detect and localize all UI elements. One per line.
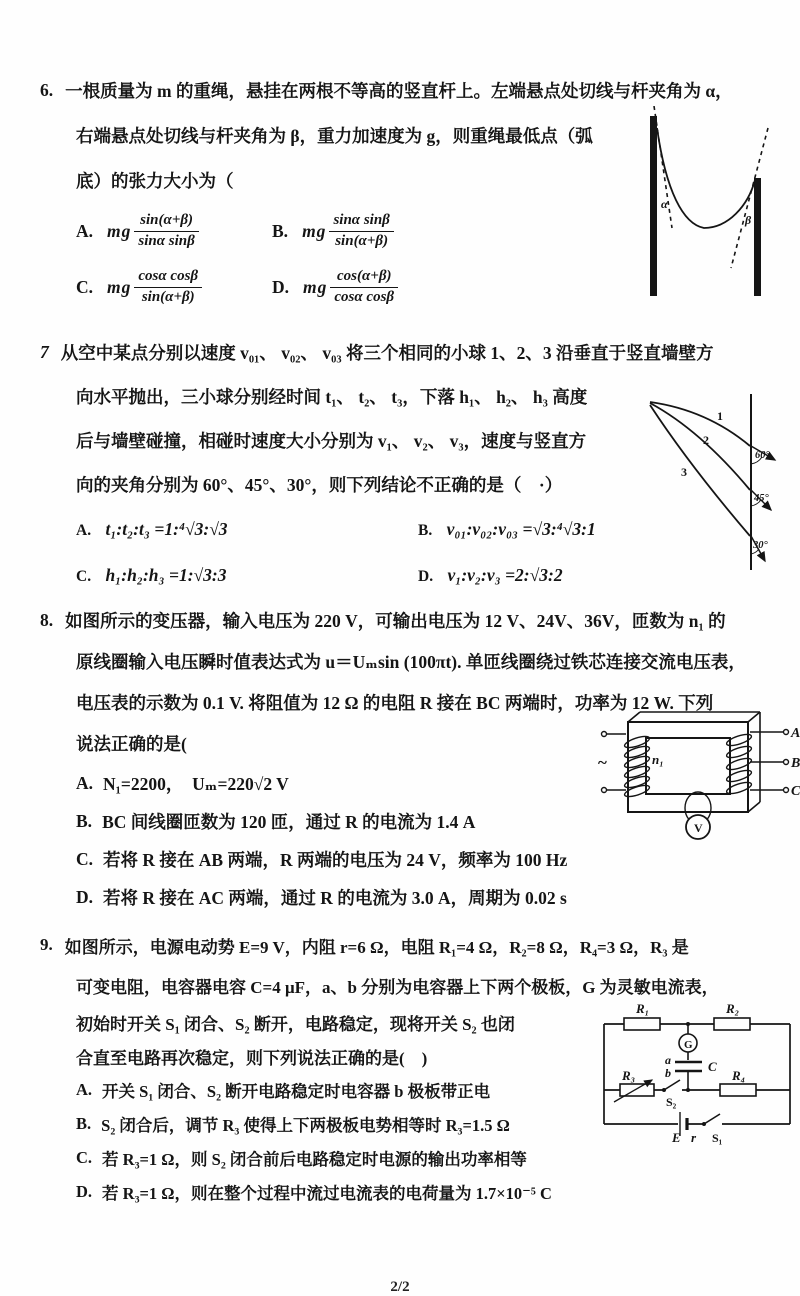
projectile-wall-diagram <box>645 388 795 575</box>
q9-option-a-text: 开关 S₁ 闭合、S₂ 断开电路稳定时电容器 b 极板带正电 <box>102 1082 491 1101</box>
plate-a-label: a <box>665 1053 671 1067</box>
q7-line-1 <box>40 330 713 374</box>
r-label: r <box>691 1130 697 1145</box>
E-label: E <box>672 1130 681 1145</box>
q8-option-b-text: BC 间线圈匝数为 120 匝，通过 R 的电流为 1.4 A <box>102 811 476 832</box>
core-3d-edge <box>748 802 760 812</box>
q7-option-a-label: A. <box>76 521 92 539</box>
core-3d-edge <box>628 712 640 722</box>
terminal-dot <box>602 732 607 737</box>
terminal-dot <box>784 730 789 735</box>
q6-text-1: 一根质量为 m 的重绳，悬挂在两根不等高的竖直杆上。左端悬点处切线与杆夹角为 α， <box>65 81 733 101</box>
q7-option-d-label: D. <box>418 567 434 585</box>
q7-option-c-text: h₁:h₂:h₃ =1:√3:3 <box>105 564 227 585</box>
G-label: G <box>684 1039 693 1051</box>
R2-label: R₂ <box>726 1002 740 1016</box>
q7-number: 7 <box>40 341 49 362</box>
question-7 <box>40 330 713 598</box>
q7-line-4 <box>40 462 713 506</box>
tap-a-label: A <box>791 726 800 741</box>
q6-option-b-label: B. <box>272 220 289 241</box>
q8-line-1 <box>40 600 746 641</box>
q6-option-b-fraction: $\frac{\text{sinα sinβ}}{\sin(\alpha+\beta)}$ <box>329 211 393 251</box>
q7-option-b-label: B. <box>418 521 433 539</box>
tap-b-label: B <box>791 756 800 771</box>
trajectory-3 <box>650 405 750 536</box>
q8-option-d <box>40 878 746 916</box>
q9-option-d <box>40 1175 719 1209</box>
q8-option-c-label: C. <box>76 848 94 869</box>
q8-figure-transformer <box>598 700 800 842</box>
resistor-R3 <box>620 1084 654 1096</box>
q8-option-a-text: N₁=2200， Uₘ=220√2 V <box>103 773 289 794</box>
q9-option-a-label: A. <box>76 1080 93 1099</box>
junction-dot <box>686 1088 690 1092</box>
resistor-R4 <box>720 1084 756 1096</box>
q6-option-a <box>76 211 272 251</box>
q6-option-d-prefix: mg <box>303 276 328 297</box>
q6-option-b <box>272 211 394 251</box>
q7-text-2: 向水平抛出，三小球分别经时间 t₁、 t₂、 t₃，下落 h₁、 h₂、 h₃ 高度 <box>76 386 588 407</box>
angle-30-label: 30° <box>753 540 768 551</box>
resistor-R2 <box>714 1018 750 1030</box>
right-tangent-dashed <box>731 128 768 268</box>
tap-c-label: C <box>791 784 800 799</box>
q9-option-b-label: B. <box>76 1114 92 1133</box>
q7-text-4: 向的夹角分别为 60°、45°、30°，则下列结论不正确的是（ ·） <box>76 474 563 495</box>
rope-curve <box>657 128 755 228</box>
q9-line-1 <box>40 925 719 965</box>
page-footer: 2/2 <box>390 1279 410 1295</box>
left-pole <box>650 116 657 296</box>
q8-option-c-text: 若将 R 接在 AB 两端，R 两端的电压为 24 V，频率为 100 Hz <box>103 849 568 870</box>
angle-45-label: 45° <box>754 493 769 504</box>
right-pole <box>754 178 761 296</box>
q6-option-d-label: D. <box>272 276 290 297</box>
resistor-R1 <box>624 1018 660 1030</box>
ac-source-symbol: ~ <box>598 753 607 772</box>
q6-option-c <box>76 267 272 307</box>
q8-text-1: 如图所示的变压器，输入电压为 220 V，可输出电压为 12 V、24V、36V，匝数为 n₁ 的 <box>65 611 726 631</box>
q9-option-d-label: D. <box>76 1182 93 1201</box>
R3-label: R₃ <box>622 1068 636 1083</box>
q9-option-c-label: C. <box>76 1148 93 1167</box>
q6-option-c-label: C. <box>76 276 94 297</box>
curve-1-label: 1 <box>717 409 723 423</box>
q7-option-b <box>418 519 596 540</box>
q6-option-a-prefix: mg <box>107 220 132 241</box>
q6-text-3: 底）的张力大小为（ <box>76 171 234 191</box>
R1-label: R₁ <box>636 1002 650 1016</box>
transformer-diagram <box>598 700 800 842</box>
q9-number: 9. <box>40 935 53 954</box>
q7-option-b-text: v₀₁:v₀₂:v₀₃ =√3:⁴√3:1 <box>446 518 596 539</box>
q9-text-4: 合直至电路再次稳定，则下列说法正确的是( ) <box>76 1048 428 1068</box>
q7-options-cd <box>40 552 713 598</box>
q9-option-c-text: 若 R₃=1 Ω，则 S₂ 闭合前后电路稳定时电源的输出功率相等 <box>102 1150 527 1169</box>
q9-text-3: 初始时开关 S₁ 闭合、S₂ 断开，电路稳定，现将开关 S₂ 也闭 <box>76 1014 515 1034</box>
q8-text-2: 原线圈输入电压瞬时值表达式为 u＝Uₘsin (100πt). 单匝线圈绕过铁芯连接交流电压表， <box>76 652 746 672</box>
voltmeter-label: V <box>694 821 703 835</box>
q7-line-3 <box>40 418 713 462</box>
q9-option-d-text: 若 R₃=1 Ω，则在整个过程中流过电流表的电荷量为 1.7×10⁻⁵ C <box>102 1184 552 1203</box>
q6-text-2: 右端悬点处切线与杆夹角为 β，重力加速度为 g，则重绳最低点（弧 <box>76 126 593 146</box>
q8-option-a-label: A. <box>76 772 94 793</box>
q7-options-ab <box>40 506 713 552</box>
q7-line-2 <box>40 374 713 418</box>
q6-option-c-fraction: $\frac{\text{cosα cosβ}}{\sin(\alpha+\beta)}$ <box>134 267 202 307</box>
core-3d-edge <box>748 712 760 722</box>
alpha-label: α <box>661 197 668 211</box>
q6-option-b-prefix: mg <box>302 220 327 241</box>
q8-option-d-text: 若将 R 接在 AC 两端，通过 R 的电流为 3.0 A，周期为 0.02 s <box>103 887 567 908</box>
q9-line-2 <box>40 965 719 1005</box>
q8-line-2 <box>40 641 746 682</box>
terminal-dot <box>602 788 607 793</box>
S2-label: S₂ <box>666 1095 677 1109</box>
beta-label: β <box>745 213 752 227</box>
q8-text-4: 说法正确的是( <box>76 734 187 754</box>
q8-text-3: 电压表的示数为 0.1 V. 将阻值为 12 Ω 的电阻 R 接在 BC 两端时，功率为 12 W. 下列 <box>76 693 714 713</box>
rope-between-poles-diagram <box>628 106 783 306</box>
plate-b-label: b <box>665 1066 671 1080</box>
q7-text-1: 从空中某点分别以速度 v₀₁、 v₀₂、 v₀₃ 将三个相同的小球 1、2、3 沿垂直于竖直墙壁方 <box>60 342 714 363</box>
q9-figure-circuit <box>592 1002 800 1157</box>
switch-S1-blade <box>704 1114 720 1124</box>
q6-option-c-prefix: mg <box>107 276 132 297</box>
q7-option-d-text: v₁:v₂:v₃ =2:√3:2 <box>447 564 563 585</box>
q8-number: 8. <box>40 610 54 630</box>
q8-option-c <box>40 840 746 878</box>
q6-option-a-label: A. <box>76 220 94 241</box>
angle-60-label: 60° <box>755 450 770 461</box>
q8-option-d-label: D. <box>76 886 94 907</box>
S1-label: S₁ <box>712 1131 723 1145</box>
primary-turns-label: n₁ <box>652 752 664 767</box>
q9-text-1: 如图所示，电源电动势 E=9 V，内阻 r=6 Ω，电阻 R₁=4 Ω，R₂=8 Ω，R₄=3 Ω，R₃ 是 <box>64 937 689 957</box>
curve-3-label: 3 <box>681 465 687 479</box>
C-label: C <box>708 1059 717 1074</box>
q9-option-b-text: S₂ 闭合后，调节 R₃ 使得上下两极板电势相等时 R₃=1.5 Ω <box>101 1116 510 1135</box>
q6-figure-rope-poles <box>628 106 783 306</box>
q6-option-d-fraction: $\frac{\cos(\alpha+\beta)}{\text{cosα cosβ}}$ <box>330 267 398 307</box>
terminal-dot <box>784 760 789 765</box>
switch-S2-blade <box>664 1080 680 1090</box>
q7-text-3: 后与墙壁碰撞，相碰时速度大小分别为 v₁、 v₂、 v₃，速度与竖直方 <box>76 430 587 451</box>
q6-number: 6. <box>40 80 54 100</box>
q7-option-c-label: C. <box>76 567 92 585</box>
q7-option-a-text: t₁:t₂:t₃ =1:⁴√3:√3 <box>105 518 228 539</box>
q6-option-d <box>272 267 398 307</box>
q9-text-2: 可变电阻，电容器电容 C=4 μF，a、b 分别为电容器上下两个极板，G 为灵敏电流表， <box>76 977 719 997</box>
q7-option-a <box>76 519 418 540</box>
q6-option-a-fraction: $\frac{\sin(\alpha+\beta)}{\text{sinα sinβ}}$ <box>134 211 198 251</box>
terminal-dot <box>784 788 789 793</box>
circuit-diagram <box>592 1002 800 1157</box>
curve-2-label: 2 <box>703 433 709 447</box>
q7-option-d <box>418 565 563 586</box>
q7-figure-projectiles <box>645 388 795 575</box>
q8-option-b-label: B. <box>76 810 93 831</box>
R4-label: R₄ <box>732 1068 746 1083</box>
q7-option-c <box>76 565 418 586</box>
